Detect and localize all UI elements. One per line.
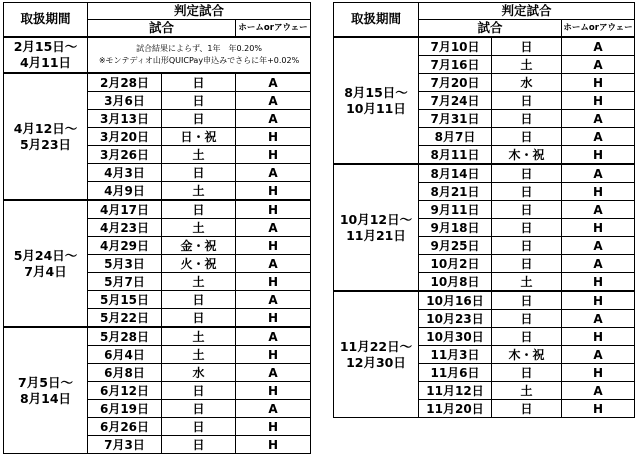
match-date: 7月24日 bbox=[419, 92, 492, 110]
match-day: 日 bbox=[492, 183, 562, 201]
match-day: 日 bbox=[492, 110, 562, 128]
match-date: 10月30日 bbox=[419, 328, 492, 346]
match-date: 11月3日 bbox=[419, 346, 492, 364]
match-date: 7月16日 bbox=[419, 56, 492, 74]
table-row bbox=[4, 327, 311, 346]
home-away: A bbox=[236, 92, 311, 110]
period-line: 7月5日〜 bbox=[18, 374, 73, 390]
match-date: 9月18日 bbox=[419, 219, 492, 237]
match-date: 2月28日 bbox=[88, 73, 162, 92]
match-date: 4月23日 bbox=[88, 219, 162, 237]
match-day: 日 bbox=[492, 328, 562, 346]
match-day: 日 bbox=[162, 110, 236, 128]
match-header: 試合 bbox=[419, 20, 562, 38]
match-day: 日 bbox=[492, 291, 562, 310]
match-day: 日 bbox=[492, 364, 562, 382]
period-line: 8月15日〜 bbox=[344, 84, 408, 100]
home-away: A bbox=[236, 255, 311, 273]
match-date: 5月22日 bbox=[88, 309, 162, 328]
period-line: 11月21日 bbox=[346, 227, 406, 243]
home-away: H bbox=[562, 273, 635, 292]
match-day: 火・祝 bbox=[162, 255, 236, 273]
match-date: 7月10日 bbox=[419, 37, 492, 56]
match-date: 6月4日 bbox=[88, 346, 162, 364]
match-date: 11月20日 bbox=[419, 400, 492, 418]
table-row bbox=[334, 37, 635, 56]
home-away: H bbox=[236, 309, 311, 328]
home-away: A bbox=[562, 237, 635, 255]
home-away: H bbox=[236, 382, 311, 400]
match-date: 6月8日 bbox=[88, 364, 162, 382]
judge-match-header: 判定試合 bbox=[419, 3, 635, 20]
home-away-header: ホームorアウェー bbox=[236, 20, 311, 38]
home-away: H bbox=[562, 291, 635, 310]
match-date: 11月12日 bbox=[419, 382, 492, 400]
match-day: 水 bbox=[162, 364, 236, 382]
match-day: 日 bbox=[492, 128, 562, 146]
period-cell bbox=[334, 164, 419, 291]
match-day: 日 bbox=[492, 237, 562, 255]
match-day: 日 bbox=[492, 400, 562, 418]
match-date: 3月26日 bbox=[88, 146, 162, 164]
period-line: 10月11日 bbox=[346, 100, 406, 116]
note-cell bbox=[88, 37, 311, 73]
home-away: A bbox=[236, 73, 311, 92]
match-date: 10月16日 bbox=[419, 291, 492, 310]
home-away: A bbox=[562, 56, 635, 74]
match-day: 日 bbox=[162, 73, 236, 92]
match-date: 10月23日 bbox=[419, 310, 492, 328]
match-day: 日 bbox=[492, 164, 562, 183]
match-date: 7月20日 bbox=[419, 74, 492, 92]
match-date: 8月11日 bbox=[419, 146, 492, 165]
match-date: 7月3日 bbox=[88, 436, 162, 454]
period-line: 12月30日 bbox=[346, 354, 406, 370]
match-header: 試合 bbox=[88, 20, 236, 38]
match-day: 日 bbox=[162, 309, 236, 328]
period-line: 8月14日 bbox=[19, 390, 72, 406]
home-away: H bbox=[236, 237, 311, 255]
match-date: 4月17日 bbox=[88, 200, 162, 219]
right-schedule-table bbox=[333, 2, 635, 418]
home-away: A bbox=[562, 382, 635, 400]
home-away: A bbox=[562, 37, 635, 56]
home-away: A bbox=[562, 201, 635, 219]
match-day: 土 bbox=[162, 219, 236, 237]
match-date: 5月7日 bbox=[88, 273, 162, 291]
match-date: 8月7日 bbox=[419, 128, 492, 146]
match-date: 4月3日 bbox=[88, 164, 162, 182]
match-day: 日 bbox=[492, 219, 562, 237]
match-date: 8月14日 bbox=[419, 164, 492, 183]
match-date: 4月9日 bbox=[88, 182, 162, 201]
table-row bbox=[334, 164, 635, 183]
match-day: 土 bbox=[162, 182, 236, 201]
match-date: 6月26日 bbox=[88, 418, 162, 436]
home-away: A bbox=[236, 219, 311, 237]
note-line: 試合結果によらず、1年 年0.20% bbox=[136, 44, 262, 53]
period-cell bbox=[334, 291, 419, 418]
home-away: H bbox=[562, 328, 635, 346]
match-day: 日 bbox=[162, 92, 236, 110]
match-date: 10月8日 bbox=[419, 273, 492, 292]
match-date: 5月15日 bbox=[88, 291, 162, 309]
match-day: 土 bbox=[492, 382, 562, 400]
home-away: H bbox=[236, 128, 311, 146]
match-day: 木・祝 bbox=[492, 146, 562, 165]
table-row bbox=[4, 200, 311, 219]
period-cell bbox=[4, 73, 88, 200]
home-away: H bbox=[236, 346, 311, 364]
period-cell bbox=[4, 37, 88, 73]
home-away: A bbox=[562, 128, 635, 146]
home-away: H bbox=[236, 146, 311, 164]
match-date: 11月6日 bbox=[419, 364, 492, 382]
judge-match-header: 判定試合 bbox=[88, 3, 311, 20]
match-day: 日 bbox=[162, 436, 236, 454]
match-day: 木・祝 bbox=[492, 346, 562, 364]
home-away: H bbox=[562, 219, 635, 237]
match-day: 土 bbox=[492, 273, 562, 292]
match-date: 5月3日 bbox=[88, 255, 162, 273]
match-date: 6月19日 bbox=[88, 400, 162, 418]
match-day: 土 bbox=[162, 273, 236, 291]
match-day: 土 bbox=[492, 56, 562, 74]
match-day: 土 bbox=[162, 146, 236, 164]
match-date: 8月21日 bbox=[419, 183, 492, 201]
note-line: ※モンテディオ山形QUICPay申込みでさらに年+0.02% bbox=[98, 56, 300, 65]
home-away-header: ホームorアウェー bbox=[562, 20, 635, 38]
match-date: 6月12日 bbox=[88, 382, 162, 400]
home-away: A bbox=[236, 164, 311, 182]
home-away: A bbox=[236, 400, 311, 418]
match-date: 4月29日 bbox=[88, 237, 162, 255]
match-day: 日 bbox=[492, 255, 562, 273]
match-day: 土 bbox=[162, 327, 236, 346]
home-away: H bbox=[236, 182, 311, 201]
match-date: 9月25日 bbox=[419, 237, 492, 255]
home-away: A bbox=[236, 327, 311, 346]
home-away: A bbox=[562, 164, 635, 183]
home-away: H bbox=[562, 400, 635, 418]
home-away: H bbox=[562, 74, 635, 92]
match-day: 水 bbox=[492, 74, 562, 92]
match-day: 日 bbox=[492, 37, 562, 56]
period-line: 5月24日〜 bbox=[13, 247, 78, 263]
match-day: 日 bbox=[162, 164, 236, 182]
left-schedule-table bbox=[3, 2, 311, 454]
match-date: 3月13日 bbox=[88, 110, 162, 128]
home-away: H bbox=[236, 273, 311, 291]
period-cell bbox=[4, 327, 88, 454]
home-away: A bbox=[236, 364, 311, 382]
home-away: A bbox=[562, 255, 635, 273]
home-away: A bbox=[236, 291, 311, 309]
home-away: H bbox=[562, 364, 635, 382]
period-header: 取扱期間 bbox=[4, 3, 88, 38]
home-away: H bbox=[236, 436, 311, 454]
match-day: 日 bbox=[162, 418, 236, 436]
match-day: 日 bbox=[162, 400, 236, 418]
period-line: 10月12日〜 bbox=[339, 211, 413, 227]
table-row bbox=[334, 291, 635, 310]
period-line: 4月12日〜 bbox=[13, 120, 78, 136]
home-away: A bbox=[562, 346, 635, 364]
period-line: 2月15日〜 bbox=[13, 39, 78, 54]
match-day: 日 bbox=[492, 310, 562, 328]
match-day: 日 bbox=[162, 291, 236, 309]
table-row bbox=[4, 73, 311, 92]
period-cell bbox=[4, 200, 88, 327]
period-line: 11月22日〜 bbox=[339, 338, 413, 354]
period-cell bbox=[334, 37, 419, 164]
home-away: H bbox=[562, 92, 635, 110]
home-away: A bbox=[236, 110, 311, 128]
match-day: 日 bbox=[492, 201, 562, 219]
home-away: H bbox=[236, 200, 311, 219]
home-away: H bbox=[562, 146, 635, 165]
home-away: A bbox=[562, 110, 635, 128]
match-day: 金・祝 bbox=[162, 237, 236, 255]
home-away: H bbox=[236, 418, 311, 436]
match-date: 5月28日 bbox=[88, 327, 162, 346]
home-away: H bbox=[562, 183, 635, 201]
match-day: 日 bbox=[162, 382, 236, 400]
match-day: 日・祝 bbox=[162, 128, 236, 146]
home-away: A bbox=[562, 310, 635, 328]
period-line: 7月4日 bbox=[24, 263, 67, 279]
period-header: 取扱期間 bbox=[334, 3, 419, 38]
match-date: 3月20日 bbox=[88, 128, 162, 146]
match-day: 日 bbox=[162, 200, 236, 219]
period-line: 4月11日 bbox=[19, 55, 72, 70]
match-day: 日 bbox=[492, 92, 562, 110]
match-date: 3月6日 bbox=[88, 92, 162, 110]
period-line: 5月23日 bbox=[19, 136, 72, 152]
match-date: 10月2日 bbox=[419, 255, 492, 273]
match-date: 9月11日 bbox=[419, 201, 492, 219]
match-date: 7月31日 bbox=[419, 110, 492, 128]
match-day: 土 bbox=[162, 346, 236, 364]
